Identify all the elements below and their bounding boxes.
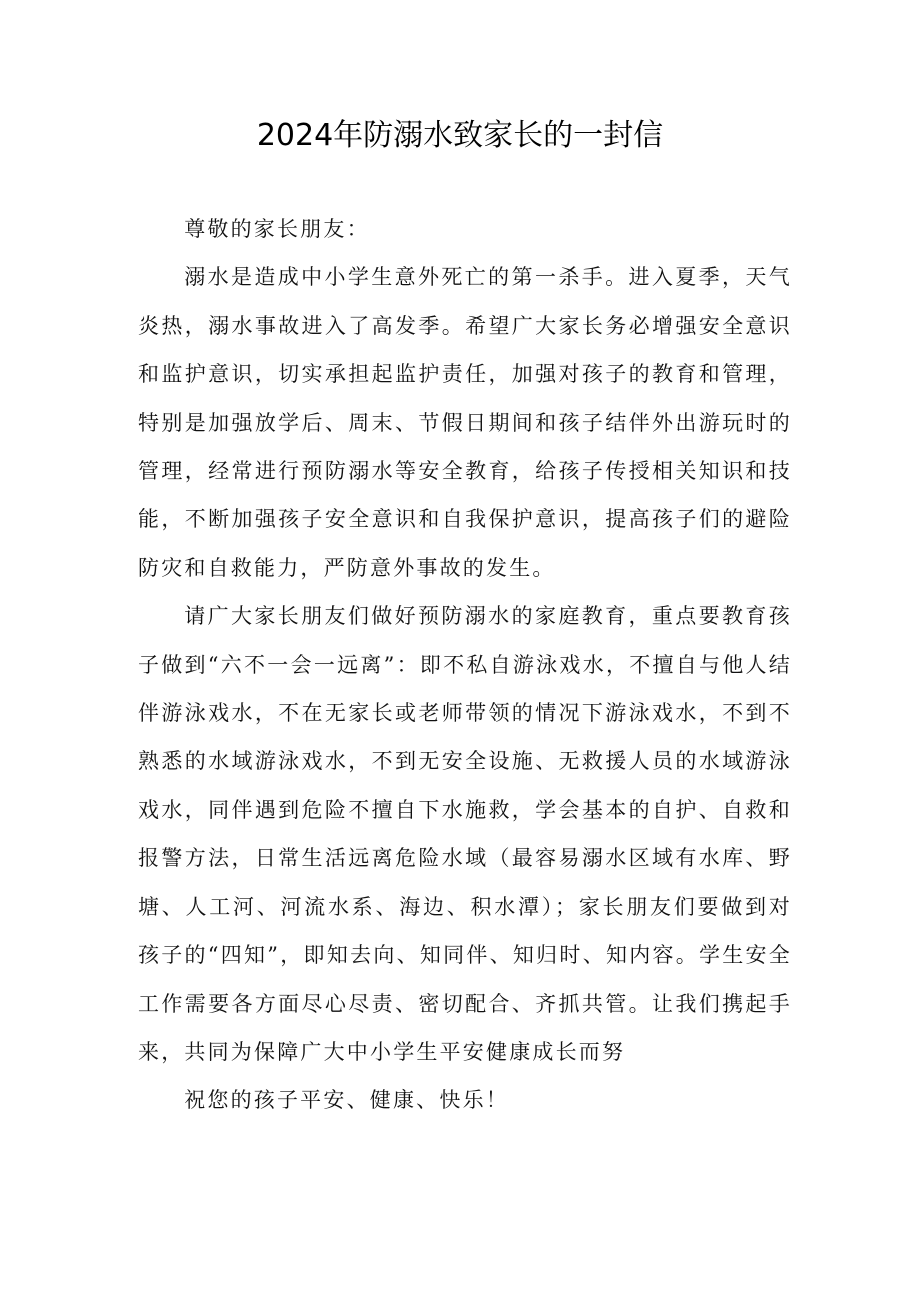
paragraph-1: 溺水是造成中小学生意外死亡的第一杀手。进入夏季，天气炎热，溺水事故进入了高发季。希望广大家长务必增强安全意识和监护意识，切实承担起监护责任，加强对孩子的教育和管理，特别是加强放学后、周末、节假日期间和孩子结伴外出游玩时的管理，经常进行预防溺水等安全教育，给孩子传授相关知识和技能，不断加强孩子安全意识和自我保护意识，提高孩子们的避险防灾和自救能力，严防意外事故的发生。	[138, 265, 792, 580]
paragraph-2: 请广大家长朋友们做好预防溺水的家庭教育，重点要教育孩子做到“六不一会一远离”：即不私自游泳戏水，不擅自与他人结伴游泳戏水，不在无家长或老师带领的情况下游泳戏水，不到不熟悉的水域游泳戏水，不到无安全设施、无救援人员的水域游泳戏水，同伴遇到危险不擅自下水施救，学会基本的自护、自救和报警方法，日常生活远离危险水域（最容易溺水区域有水库、野塘、人工河、河流水系、海边、积水潭）；家长朋友们要做到对孩子的“四知”，即知去向、知同伴、知归时、知内容。学生安全工作需要各方面尽心尽责、密切配合、齐抓共管。让我们携起手来，共同为保障广大中小学生平安健康成长而努	[138, 604, 792, 1064]
salutation: 尊敬的家长朋友：	[184, 217, 370, 241]
document-title: 2024年防溺水致家长的一封信	[256, 118, 664, 153]
closing-line: 祝您的孩子平安、健康、快乐！	[184, 1088, 509, 1113]
letter-body	[138, 205, 792, 1125]
